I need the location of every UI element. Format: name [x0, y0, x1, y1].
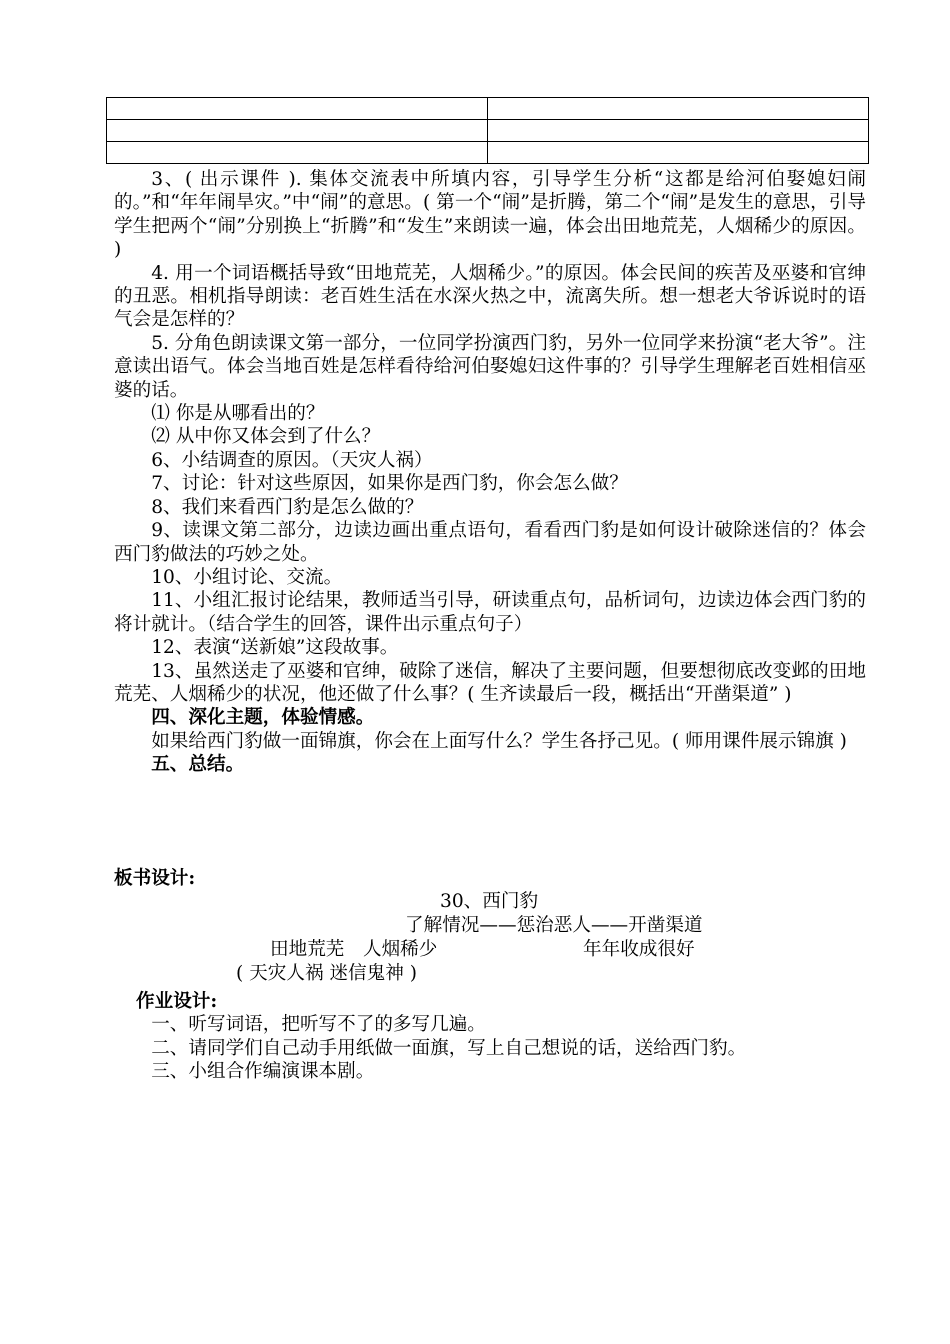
table-cell — [488, 142, 869, 164]
table-cell — [488, 120, 869, 142]
section-5-heading: 五、总结。 — [151, 754, 245, 776]
section-4-text: 如果给西门豹做一面锦旗，你会在上面写什么？学生各抒己见。( 师用课件展示锦旗 ) — [151, 730, 847, 752]
homework-design — [114, 990, 866, 1084]
step-8: 8、我们来看西门豹是怎么做的？ — [151, 496, 424, 518]
table-row — [107, 142, 869, 164]
sub-question-2: ⑵ 从中你又体会到了什么？ — [151, 426, 381, 448]
table-row — [107, 120, 869, 142]
blank-table — [106, 97, 869, 164]
step-5: 5. 分角色朗读课文第一部分，一位同学扮演西门豹，另外一位同学来扮演“老大爷”。注意读出语气。体会当地百姓是怎样看待给河伯娶媳妇这件事的？引导学生理解老百姓相信巫婆的话。 — [114, 332, 866, 401]
table-cell — [107, 120, 488, 142]
step-10: 10、小组讨论、交流。 — [151, 566, 343, 588]
sub-question-1: ⑴ 你是从哪看出的？ — [151, 403, 325, 425]
step-4: 4. 用一个词语概括导致“田地荒芜，人烟稀少。”的原因。体会民间的疾苦及巫婆和官绅的丑恶。相机指导朗读：老百姓生活在水深火热之中，流离失所。想一想老大爷诉说时的语气会是怎样的？ — [114, 262, 866, 331]
board-title: 30、西门豹 — [440, 891, 539, 912]
homework-item: 二、请同学们自己动手用纸做一面旗，写上自己想说的话，送给西门豹。 — [151, 1037, 747, 1059]
step-3: 3、( 出示课件 ). 集体交流表中所填内容，引导学生分析“这都是给河伯娶媳妇闹的。”和“年年闹旱灾。”中“闹”的意思。( 第一个“闹”是折腾，第二个“闹”是发生的意思，引导学生把两个“闹”分别换上“折腾”和“发生”来朗读一遍，体会出田地荒芜，人烟稀少的原因。 ) — [114, 169, 866, 261]
section-4-heading: 四、深化主题，体验情感。 — [151, 707, 375, 729]
board-heading: 板书设计: — [114, 868, 196, 889]
board-line-3a: 田地荒芜 人烟稀少 — [270, 939, 438, 960]
homework-item: 三、小组合作编演课本剧。 — [151, 1061, 375, 1083]
table-cell — [107, 98, 488, 120]
step-12: 12、表演“送新娘”这段故事。 — [151, 637, 399, 659]
homework-item: 一、听写词语，把听写不了的多写几遍。 — [151, 1014, 486, 1036]
board-line-3b: 年年收成很好 — [583, 939, 695, 960]
table-row — [107, 98, 869, 120]
board-line-2: 了解情况——惩治恶人——开凿渠道 — [405, 915, 703, 936]
step-11: 11、小组汇报讨论结果，教师适当引导，研读重点句，品析词句，边读边体会西门豹的将计就计。（结合学生的回答，课件出示重点句子） — [114, 590, 866, 635]
step-9: 9、读课文第二部分，边读边画出重点语句，看看西门豹是如何设计破除迷信的？体会西门豹做法的巧妙之处。 — [114, 520, 866, 565]
homework-heading: 作业设计: — [136, 991, 218, 1012]
board-line-4: ( 天灾人祸 迷信鬼神 ) — [236, 963, 417, 984]
step-7: 7、讨论：针对这些原因，如果你是西门豹，你会怎么做？ — [151, 473, 628, 495]
lesson-body — [114, 168, 866, 777]
table-cell — [107, 142, 488, 164]
step-6: 6、小结调查的原因。（天灾人祸） — [151, 449, 433, 471]
step-13: 13、虽然送走了巫婆和官绅，破除了迷信，解决了主要问题，但要想彻底改变邺的田地荒芜、人烟稀少的状况，他还做了什么事？( 生齐读最后一段，概括出“开凿渠道” ) — [114, 660, 866, 705]
table-cell — [488, 98, 869, 120]
